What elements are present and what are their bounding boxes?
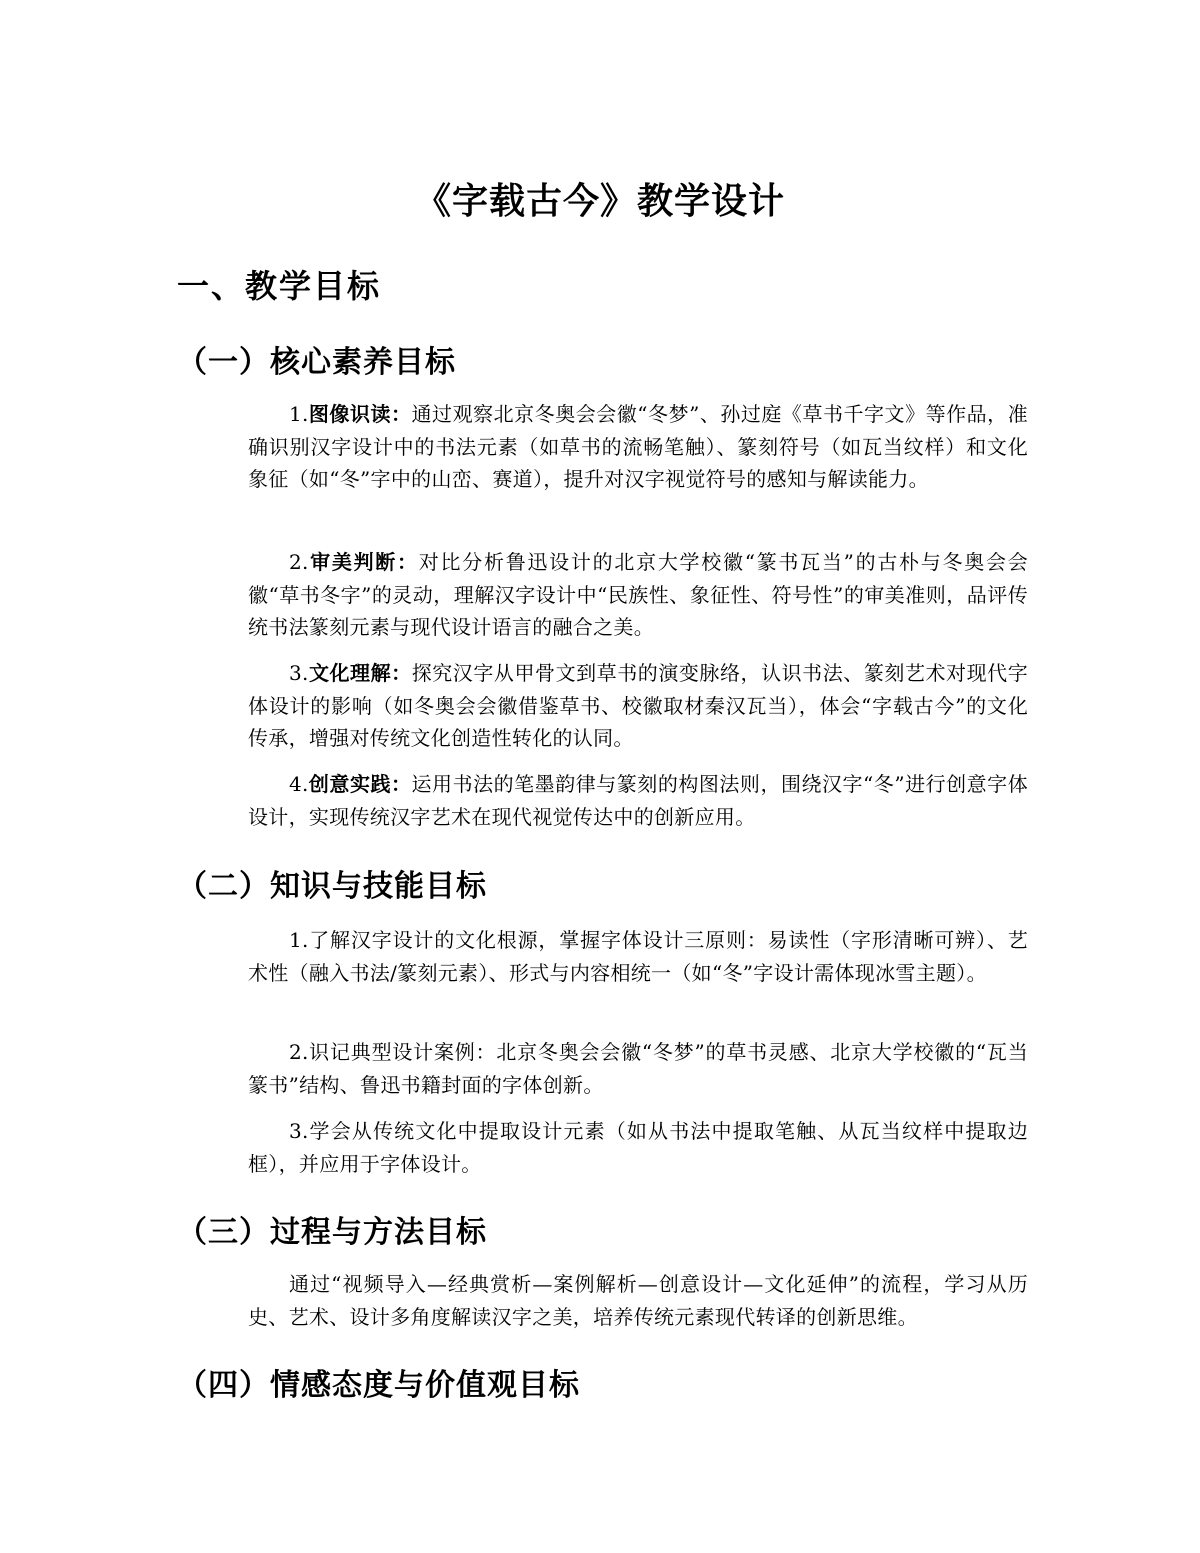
subsection-heading-emotion-values: （四）情感态度与价值观目标 xyxy=(177,1368,580,1403)
core-goal-item-3 xyxy=(248,657,1028,755)
item-text: 通过观察北京冬奥会会徽“冬梦”、孙过庭《草书千字文》等作品，准确识别汉字设计中的书法元素（如草书的流畅笔触）、篆刻符号（如瓦当纹样）和文化象征（如“冬”字中的山峦、赛道），提升对汉字视觉符号的感知与解读能力。 xyxy=(248,402,1028,491)
process-goal-text: 通过“视频导入—经典赏析—案例解析—创意设计—文化延伸”的流程，学习从历史、艺术、设计多角度解读汉字之美，培养传统元素现代转译的创新思维。 xyxy=(248,1272,1028,1329)
core-goal-item-1 xyxy=(248,398,1028,496)
item-number: 4. xyxy=(289,772,309,796)
item-text: 了解汉字设计的文化根源，掌握字体设计三原则：易读性（字形清晰可辨）、艺术性（融入书法/篆刻元素）、形式与内容相统一（如“冬”字设计需体现冰雪主题）。 xyxy=(248,928,1028,985)
knowledge-goal-item-3 xyxy=(248,1115,1028,1180)
core-goal-item-4 xyxy=(248,768,1028,833)
item-number: 1. xyxy=(289,928,309,952)
document-title: 《字载古今》教学设计 xyxy=(414,181,785,222)
item-number: 2. xyxy=(289,1040,309,1064)
knowledge-goal-item-2 xyxy=(248,1036,1028,1101)
item-text: 学会从传统文化中提取设计元素（如从书法中提取笔触、从瓦当纹样中提取边框），并应用于字体设计。 xyxy=(248,1119,1028,1176)
core-goal-item-2 xyxy=(248,546,1028,644)
item-text: 探究汉字从甲骨文到草书的演变脉络，认识书法、篆刻艺术对现代字体设计的影响（如冬奥会会徽借鉴草书、校徽取材秦汉瓦当），体会“字载古今”的文化传承，增强对传统文化创造性转化的认同。 xyxy=(248,661,1029,750)
item-lead: 审美判断： xyxy=(308,550,419,574)
item-text: 识记典型设计案例：北京冬奥会会徽“冬梦”的草书灵感、北京大学校徽的“瓦当篆书”结构、鲁迅书籍封面的字体创新。 xyxy=(248,1040,1028,1097)
item-number: 1. xyxy=(289,402,309,426)
subsection-heading-core-literacy: （一）核心素养目标 xyxy=(177,345,456,380)
item-lead: 文化理解： xyxy=(308,661,412,685)
subsection-heading-process-methods: （三）过程与方法目标 xyxy=(177,1215,487,1250)
item-lead: 图像识读： xyxy=(308,402,412,426)
item-text: 运用书法的笔墨韵律与篆刻的构图法则，围绕汉字“冬”进行创意字体设计，实现传统汉字艺术在现代视觉传达中的创新应用。 xyxy=(248,772,1028,829)
item-number: 2. xyxy=(289,550,309,574)
section-heading-teaching-goals: 一、教学目标 xyxy=(177,267,382,305)
item-text: 对比分析鲁迅设计的北京大学校徽“篆书瓦当”的古朴与冬奥会会徽“草书冬字”的灵动，理解汉字设计中“民族性、象征性、符号性”的审美准则，品评传统书法篆刻元素与现代设计语言的融合之美。 xyxy=(248,550,1028,639)
item-number: 3. xyxy=(289,1119,309,1143)
item-number: 3. xyxy=(289,661,309,685)
subsection-heading-knowledge-skills: （二）知识与技能目标 xyxy=(177,869,487,904)
knowledge-goal-item-1 xyxy=(248,924,1028,989)
item-lead: 创意实践： xyxy=(308,772,412,796)
